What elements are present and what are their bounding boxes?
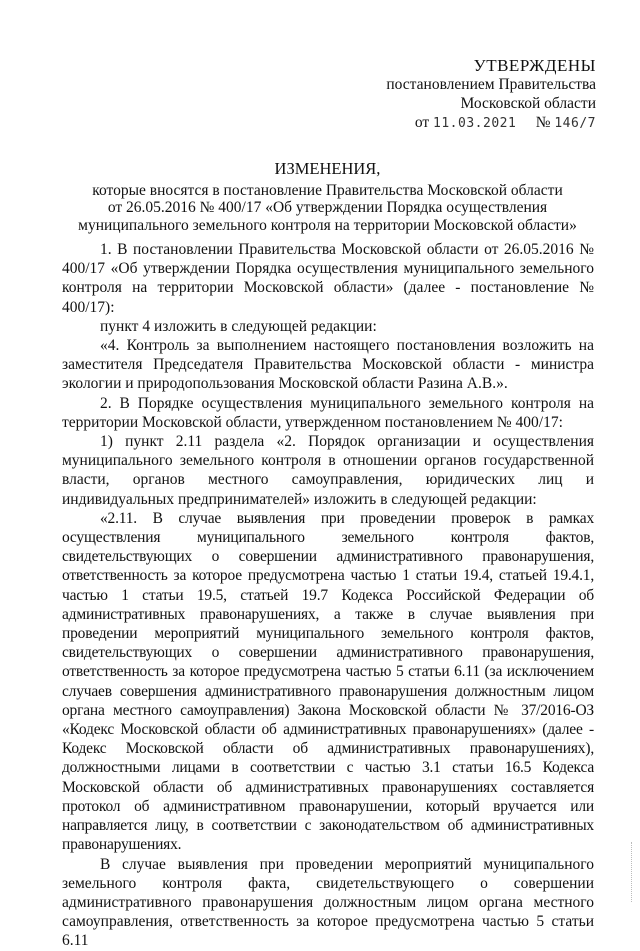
paragraph: «2.11. В случае выявления при проведении проверок в рамках осуществления муниципального земельного контроля фактов, свидетельствующих о совершении административного правонарушения, ответственность за которое предусмотрена частью 1 статьи 19.4, статьей 19.4.1, частью 1 статьи 19.5, статьей 19.7 Кодекса Российской Федерации об административных правонарушениях, а также в случае выявления при проведении мероприятий муниципального земельного контроля фактов, свидетельствующих о совершении административного правонарушения, ответственность за которое предусмотрена частью 5 статьи 6.11 (за исключением случаев совершения административного правонарушения должностным лицом органа местного самоуправления) Закона Московской области № 37/2016-ОЗ «Кодекс Московской области об административных правонарушениях» (далее - Кодекс Московской области об административных правонарушениях), должностными лицами в соответствии с частью 3.1 статьи 16.5 Кодекса Московской области об административных правонарушениях составляется протокол об административном правонарушении, который вручается или направляется лицу, в соответствии с законодательством об административных правонарушениях. [62, 509, 594, 854]
heading-line-3: муниципального земельного контроля на территории Московской области» [78, 216, 577, 234]
approval-date: 11.03.2021 [433, 116, 517, 131]
paragraph: «4. Контроль за выполнением настоящего постановления возложить на заместителя Председателя Правительства Московской области - министра экологии и природопользования Московской области Разина А.В.». [62, 337, 594, 393]
document-body [62, 240, 594, 951]
date-prefix: от [414, 114, 430, 131]
approval-date-line [386, 113, 596, 133]
paragraph: В случае выявления при проведении мероприятий муниципального земельного контроля факта, свидетельствующего о совершении административного правонарушения должностным лицом органа местного самоуправления, ответственность за которое предусмотрена частью 5 статьи 6.11 [62, 855, 594, 950]
paragraph: 1. В постановлении Правительства Московской области от 26.05.2016 № 400/17 «Об утверждении Порядка осуществления муниципального земельного контроля на территории Московской области» (далее - постановление № 400/17): [62, 241, 594, 316]
heading-line-2: от 26.05.2016 № 400/17 «Об утверждении Порядка осуществления [107, 199, 548, 216]
approval-number: 146/7 [554, 116, 596, 131]
approval-line-1: постановлением Правительства [386, 76, 596, 93]
heading-title: ИЗМЕНЕНИЯ, [274, 159, 381, 178]
paragraph: 2. В Порядке осуществления муниципального земельного контроля на территории Московской области, утвержденном постановлением № 400/17: [62, 394, 594, 431]
number-prefix: № [535, 114, 551, 131]
paragraph: пункт 4 изложить в следующей редакции: [100, 317, 377, 335]
margin-mark [631, 842, 634, 902]
approval-title: УТВЕРЖДЕНЫ [473, 56, 596, 75]
document-heading [60, 160, 595, 234]
heading-line-1: которые вносятся в постановление Правительства Московской области [92, 181, 563, 199]
paragraph: 1) пункт 2.11 раздела «2. Порядок организации и осуществления муниципального земельного контроля в отношении органов государственной власти, органов местного самоуправления, юридических лиц и индивидуальных предпринимателей» изложить в следующей редакции: [62, 433, 594, 508]
approval-block [386, 56, 596, 133]
approval-line-2: Московской области [460, 95, 596, 112]
